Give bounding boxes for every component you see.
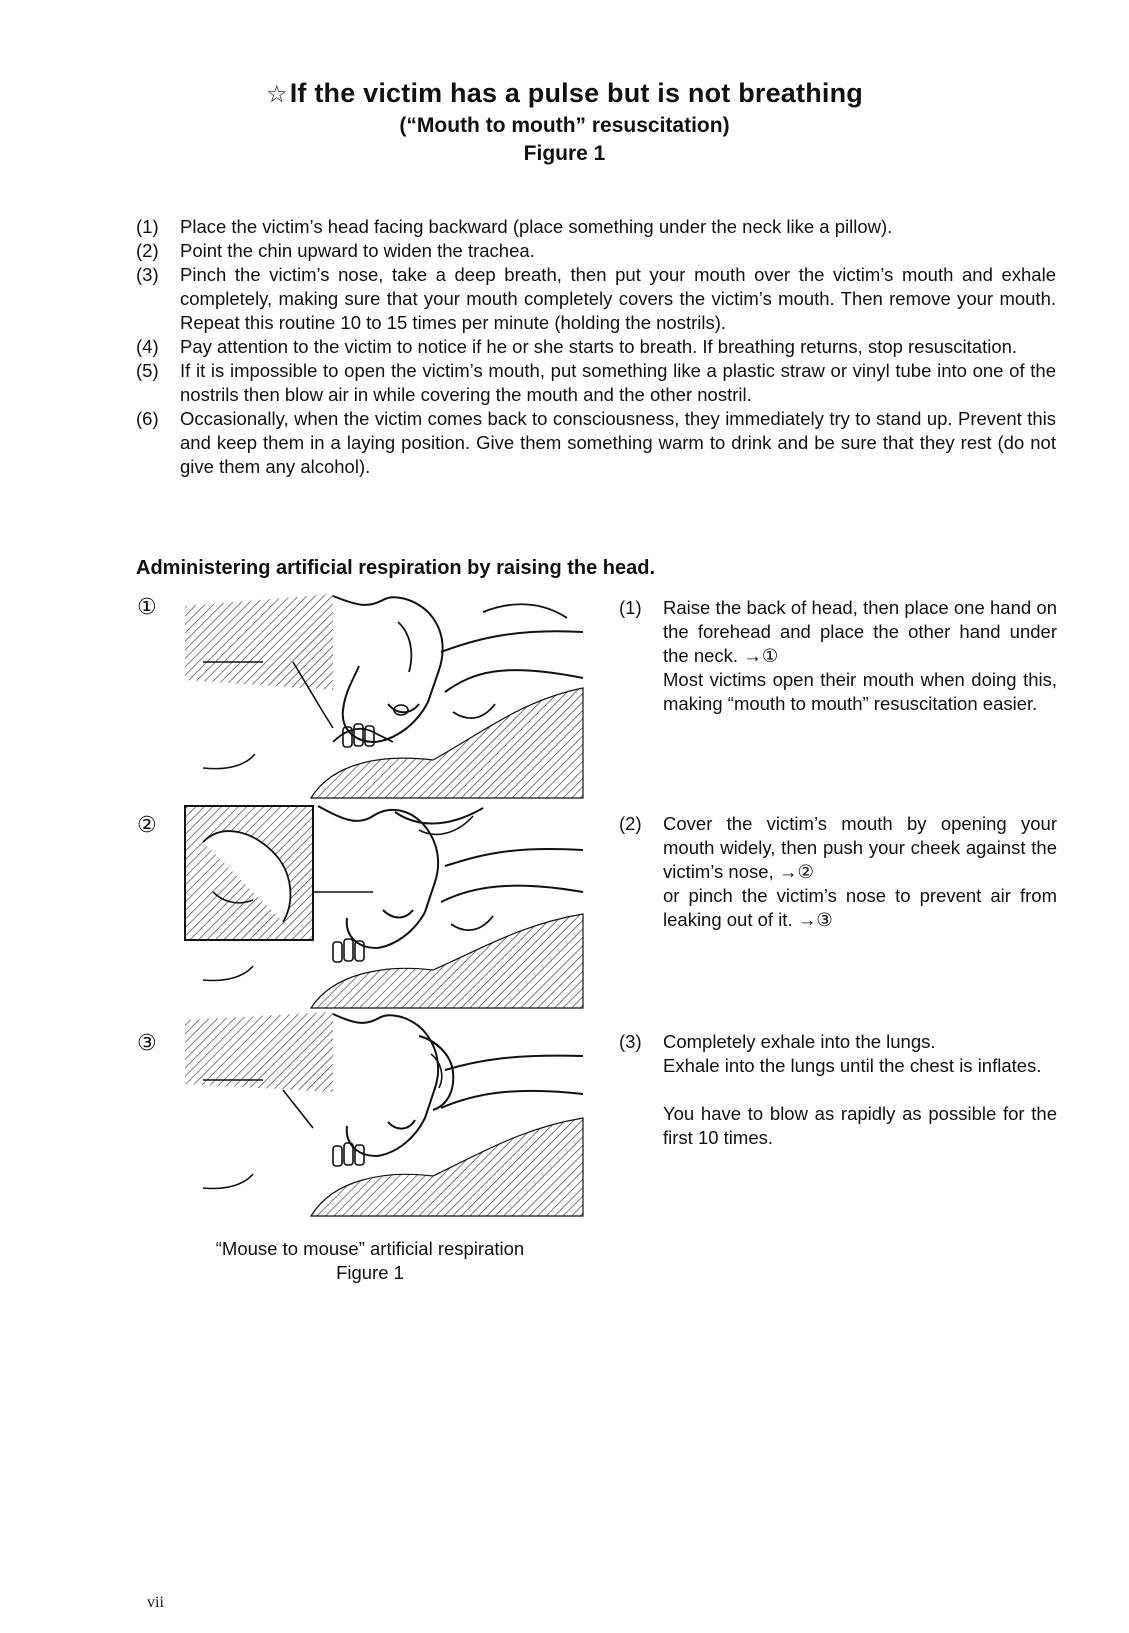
- figure-marker-2: ②: [137, 812, 157, 837]
- description-line: Raise the back of head, then place one hand on the forehead and place the other hand under the neck. →①: [663, 597, 1057, 666]
- step-text: Pay attention to the victim to notice if he or she starts to breath. If breathing returns, stop resuscitation.: [180, 336, 1018, 357]
- step-text: Point the chin upward to widen the trachea.: [180, 240, 535, 261]
- step-number: (2): [136, 240, 159, 261]
- figure-caption-label: Figure 1: [336, 1262, 404, 1283]
- description-line: You have to blow as rapidly as possible for the first 10 times.: [663, 1103, 1057, 1148]
- page-number: vii: [147, 1594, 164, 1611]
- figure-label: Figure 1: [523, 142, 606, 165]
- step-item: [136, 407, 1056, 479]
- section-heading: Administering artificial respiration by raising the head.: [136, 557, 656, 579]
- illustration-exhale: [183, 1010, 593, 1220]
- description-line: Completely exhale into the lungs.: [663, 1031, 936, 1052]
- illustration-mouth-cover: [183, 802, 593, 1012]
- step-item: [136, 239, 1056, 263]
- illustration-head-tilt: [183, 592, 593, 802]
- description-line: Cover the victim’s mouth by opening your mouth widely, then push your cheek against the victim’s nose, →②: [663, 813, 1057, 882]
- step-number: (1): [136, 216, 159, 237]
- step-text: Place the victim’s head facing backward (place something under the neck like a pillow).: [180, 216, 893, 237]
- description-number: (2): [619, 813, 642, 834]
- step-item: [136, 263, 1056, 335]
- step-number: (6): [136, 408, 159, 429]
- step-item: [136, 215, 1056, 239]
- step-number: (3): [136, 264, 159, 285]
- figure-caption: “Mouse to mouse” artificial respiration: [215, 1238, 525, 1259]
- step-item: [136, 359, 1056, 407]
- step-text: Occasionally, when the victim comes back to consciousness, they immediately try to stand up. Prevent this and keep them in a laying position. Give them something warm to drink and be sure that they rest (do not give them any alcohol).: [180, 408, 1056, 477]
- step-item: [136, 335, 1056, 359]
- step-number: (5): [136, 360, 159, 381]
- star-icon: ☆: [266, 81, 288, 108]
- title-text: If the victim has a pulse but is not breathing: [289, 78, 863, 108]
- step-text: If it is impossible to open the victim’s mouth, put something like a plastic straw or vinyl tube into one of the nostrils then blow air in while covering the mouth and the other nostril.: [180, 360, 1056, 405]
- description-line: Exhale into the lungs until the chest is inflates.: [663, 1055, 1042, 1076]
- page-title: [0, 78, 1129, 109]
- step-number: (4): [136, 336, 159, 357]
- description-line: or pinch the victim’s nose to prevent air from leaking out of it. →③: [663, 885, 1057, 930]
- figure-marker-1: ①: [137, 594, 157, 619]
- page-subtitle: (“Mouth to mouth” resuscitation): [399, 114, 730, 137]
- description-number: (3): [619, 1031, 642, 1052]
- steps-list: [136, 215, 1056, 479]
- description-number: (1): [619, 597, 642, 618]
- description-line: Most victims open their mouth when doing this, making “mouth to mouth” resuscitation easier.: [663, 669, 1057, 714]
- figure-marker-3: ③: [137, 1030, 157, 1055]
- step-text: Pinch the victim’s nose, take a deep breath, then put your mouth over the victim’s mouth and exhale completely, making sure that your mouth completely covers the victim’s mouth. Then remove your mouth. Repeat this routine 10 to 15 times per minute (holding the nostrils).: [180, 264, 1056, 333]
